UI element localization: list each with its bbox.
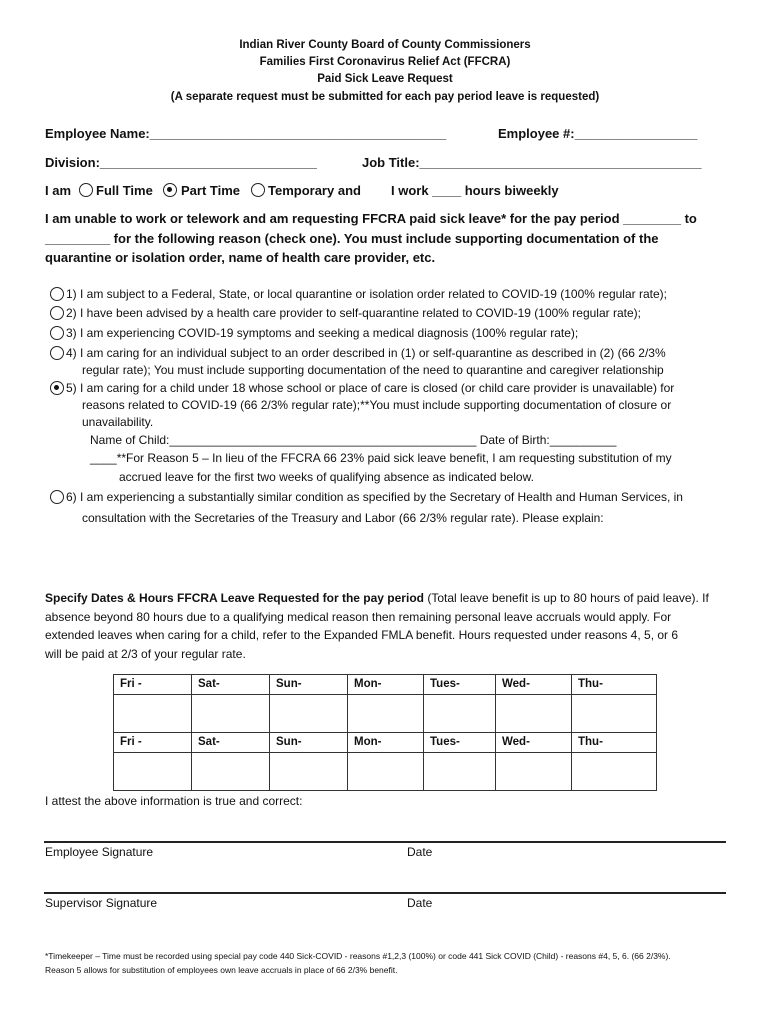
- division-field[interactable]: Division:______________________________: [45, 155, 317, 170]
- reason-4-text: 4) I am caring for an individual subject to an order described in (1) or self-quarantine as described in (2) (66 2/3%: [66, 346, 666, 360]
- hours-cell[interactable]: [424, 753, 496, 791]
- reason-5-text-cont-2: unavailability.: [82, 415, 154, 429]
- specify-line-2: absence beyond 80 hours due to a qualifying medical reason then remaining personal leave accruals would apply. For: [45, 610, 672, 624]
- reason-1-text: 1) I am subject to a Federal, State, or local quarantine or isolation order related to COVID-19 (100% regular rate);: [66, 287, 667, 301]
- supervisor-date-label: Date: [407, 896, 433, 910]
- hours-cell[interactable]: [424, 695, 496, 733]
- day-header: Wed-: [496, 733, 572, 753]
- day-header: Mon-: [348, 733, 424, 753]
- hours-cell[interactable]: [114, 753, 192, 791]
- job-title-field[interactable]: Job Title:_______________________________________: [362, 155, 702, 170]
- reason-4-radio[interactable]: [50, 346, 64, 360]
- week-1-hours-row: [114, 695, 657, 733]
- week-1-header-row: [114, 675, 657, 695]
- reason-5-radio[interactable]: [50, 381, 64, 395]
- day-header: Sun-: [270, 675, 348, 695]
- reason-3-radio[interactable]: [50, 326, 64, 340]
- day-header: Tues-: [424, 733, 496, 753]
- reason-6-text-cont: consultation with the Secretaries of the Treasury and Labor (66 2/3% regular rate). Please explain:: [82, 511, 604, 525]
- full-time-radio[interactable]: [79, 183, 93, 197]
- day-header: Thu-: [572, 733, 657, 753]
- intro-line-2: _________ for the following reason (check one). You must include supporting documentation of the: [45, 231, 659, 246]
- hours-cell[interactable]: [270, 753, 348, 791]
- part-time-radio[interactable]: [163, 183, 177, 197]
- temporary-radio[interactable]: [251, 183, 265, 197]
- temporary-label: Temporary and: [268, 183, 361, 198]
- specify-line-1: [45, 591, 709, 605]
- reason-2-radio[interactable]: [50, 306, 64, 320]
- employment-status-label: I am: [45, 183, 72, 198]
- day-header: Sat-: [192, 675, 270, 695]
- week-2-header-row: [114, 733, 657, 753]
- day-header: Wed-: [496, 675, 572, 695]
- day-header: Mon-: [348, 675, 424, 695]
- hours-biweekly-field[interactable]: I work ____ hours biweekly: [391, 183, 559, 198]
- day-header: Fri -: [114, 675, 192, 695]
- week-2-hours-row: [114, 753, 657, 791]
- supervisor-signature-line[interactable]: [44, 892, 726, 894]
- employee-signature-line[interactable]: [44, 841, 726, 843]
- form-title-request: Paid Sick Leave Request: [317, 73, 453, 85]
- day-header: Thu-: [572, 675, 657, 695]
- hours-cell[interactable]: [496, 753, 572, 791]
- part-time-label: Part Time: [181, 183, 241, 198]
- reason-6-text: 6) I am experiencing a substantially similar condition as specified by the Secretary of Health and Human Services, in: [66, 490, 683, 504]
- substitution-field[interactable]: ____**For Reason 5 – In lieu of the FFCRA 66 23% paid sick leave benefit, I am requesting substitution of my: [90, 451, 672, 465]
- attest-statement: I attest the above information is true and correct:: [45, 794, 303, 808]
- reason-5-text-cont: reasons related to COVID-19 (66 2/3% regular rate);**You must include supporting documentation of closure or: [82, 398, 672, 412]
- specify-line-4: will be paid at 2/3 of your regular rate.: [45, 647, 246, 661]
- reason-6-radio[interactable]: [50, 490, 64, 504]
- specify-heading: Specify Dates & Hours FFCRA Leave Requested for the pay period: [45, 591, 424, 605]
- specify-line-1-rest: (Total leave benefit is up to 80 hours of paid leave). If: [423, 591, 709, 605]
- hours-cell[interactable]: [348, 695, 424, 733]
- day-header: Sun-: [270, 733, 348, 753]
- specify-line-3: extended leaves when caring for a child, refer to the Expanded FMLA benefit. Hours requested under reasons 4, 5, or 6: [45, 628, 679, 642]
- hours-cell[interactable]: [572, 753, 657, 791]
- hours-cell[interactable]: [192, 753, 270, 791]
- reason-3-text: 3) I am experiencing COVID-19 symptoms and seeking a medical diagnosis (100% regular rate);: [66, 326, 579, 340]
- leave-hours-table: [113, 674, 657, 791]
- day-header: Fri -: [114, 733, 192, 753]
- timekeeper-footnote: *Timekeeper – Time must be recorded using special pay code 440 Sick-COVID - reasons #1,2,3 (100%) or code 441 Sick COVID (Child) - reasons #4, 5, 6. (66 2/3%).: [45, 951, 671, 961]
- hours-cell[interactable]: [192, 695, 270, 733]
- form-title-act: Families First Coronavirus Relief Act (FFCRA): [259, 56, 511, 68]
- reason-2-text: 2) I have been advised by a health care provider to self-quarantine related to COVID-19 (100% regular rate);: [66, 306, 641, 320]
- hours-cell[interactable]: [270, 695, 348, 733]
- employee-name-field[interactable]: Employee Name:_________________________________________: [45, 126, 447, 141]
- hours-cell[interactable]: [114, 695, 192, 733]
- employee-signature-label: Employee Signature: [45, 845, 154, 859]
- employee-date-label: Date: [407, 845, 433, 859]
- intro-line-1: I am unable to work or telework and am requesting FFCRA paid sick leave* for the pay period ________ to: [45, 211, 697, 226]
- form-title-org: Indian River County Board of County Commissioners: [239, 39, 531, 51]
- hours-cell[interactable]: [348, 753, 424, 791]
- employee-number-field[interactable]: Employee #:_________________: [498, 126, 698, 141]
- reason-5-text: 5) I am caring for a child under 18 whose school or place of care is closed (or child care provider is unavailable) for: [66, 381, 675, 395]
- day-header: Tues-: [424, 675, 496, 695]
- reason-1-radio[interactable]: [50, 287, 64, 301]
- form-title-note: (A separate request must be submitted for each pay period leave is requested): [170, 91, 600, 103]
- child-info-field[interactable]: Name of Child:______________________________________________ Date of Birth:__________: [90, 433, 617, 447]
- supervisor-signature-label: Supervisor Signature: [45, 896, 158, 910]
- reason-4-text-cont: regular rate); You must include supporting documentation of the need to quarantine and caregiver relationship: [82, 363, 664, 377]
- hours-cell[interactable]: [572, 695, 657, 733]
- substitution-text-cont: accrued leave for the first two weeks of qualifying absence as indicated below.: [119, 470, 534, 484]
- full-time-label: Full Time: [96, 183, 153, 198]
- day-header: Sat-: [192, 733, 270, 753]
- timekeeper-footnote-cont: Reason 5 allows for substitution of employees own leave accruals in place of 66 2/3% benefit.: [45, 965, 398, 975]
- intro-line-3: quarantine or isolation order, name of health care provider, etc.: [45, 250, 436, 265]
- hours-cell[interactable]: [496, 695, 572, 733]
